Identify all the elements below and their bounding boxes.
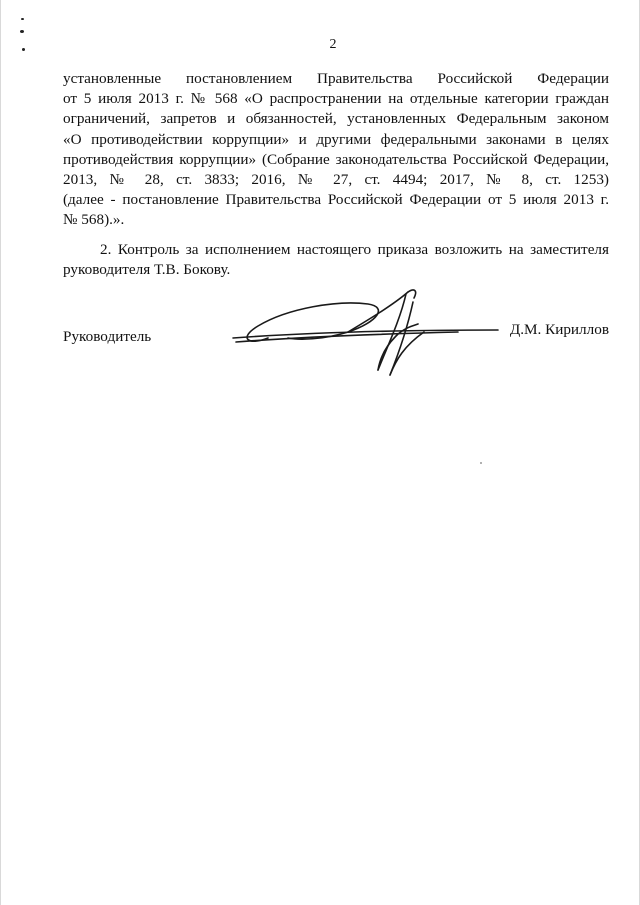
- text-line: противодействия коррупции» (Собрание законодательства Российской Федерации,: [63, 150, 609, 168]
- text-line: ограничений, запретов и обязанностей, установленных Федеральным законом: [63, 110, 609, 128]
- text-line: 2013, № 28, ст. 3833; 2016, № 27, ст. 4494; 2017, № 8, ст. 1253): [63, 171, 609, 189]
- scan-mark: [480, 462, 482, 464]
- page-number: 2: [329, 37, 337, 52]
- handwritten-signature: [228, 280, 508, 390]
- text-line: 2. Контроль за исполнением настоящего приказа возложить на заместителя: [100, 240, 609, 258]
- signatory-name: Д.М. Кириллов: [509, 321, 609, 338]
- text-line: от 5 июля 2013 г. № 568 «О распространении на отдельные категории граждан: [63, 90, 609, 108]
- text-line: «О противодействии коррупции» и другими федеральными законами в целях: [63, 130, 609, 148]
- text-line: (далее - постановление Правительства Российской Федерации от 5 июля 2013 г.: [63, 191, 609, 209]
- scan-mark: [21, 18, 24, 20]
- scan-mark: [20, 30, 24, 33]
- paragraph-1: [63, 69, 609, 231]
- text-line: установленные постановлением Правительства Российской Федерации: [63, 70, 609, 87]
- signature-block: [63, 320, 609, 380]
- document-body: [63, 69, 609, 280]
- text-line: № 568).».: [63, 211, 125, 229]
- signatory-position: Руководитель: [63, 328, 152, 345]
- paragraph-2: [63, 240, 609, 280]
- text-line: руководителя Т.В. Бокову.: [63, 260, 231, 278]
